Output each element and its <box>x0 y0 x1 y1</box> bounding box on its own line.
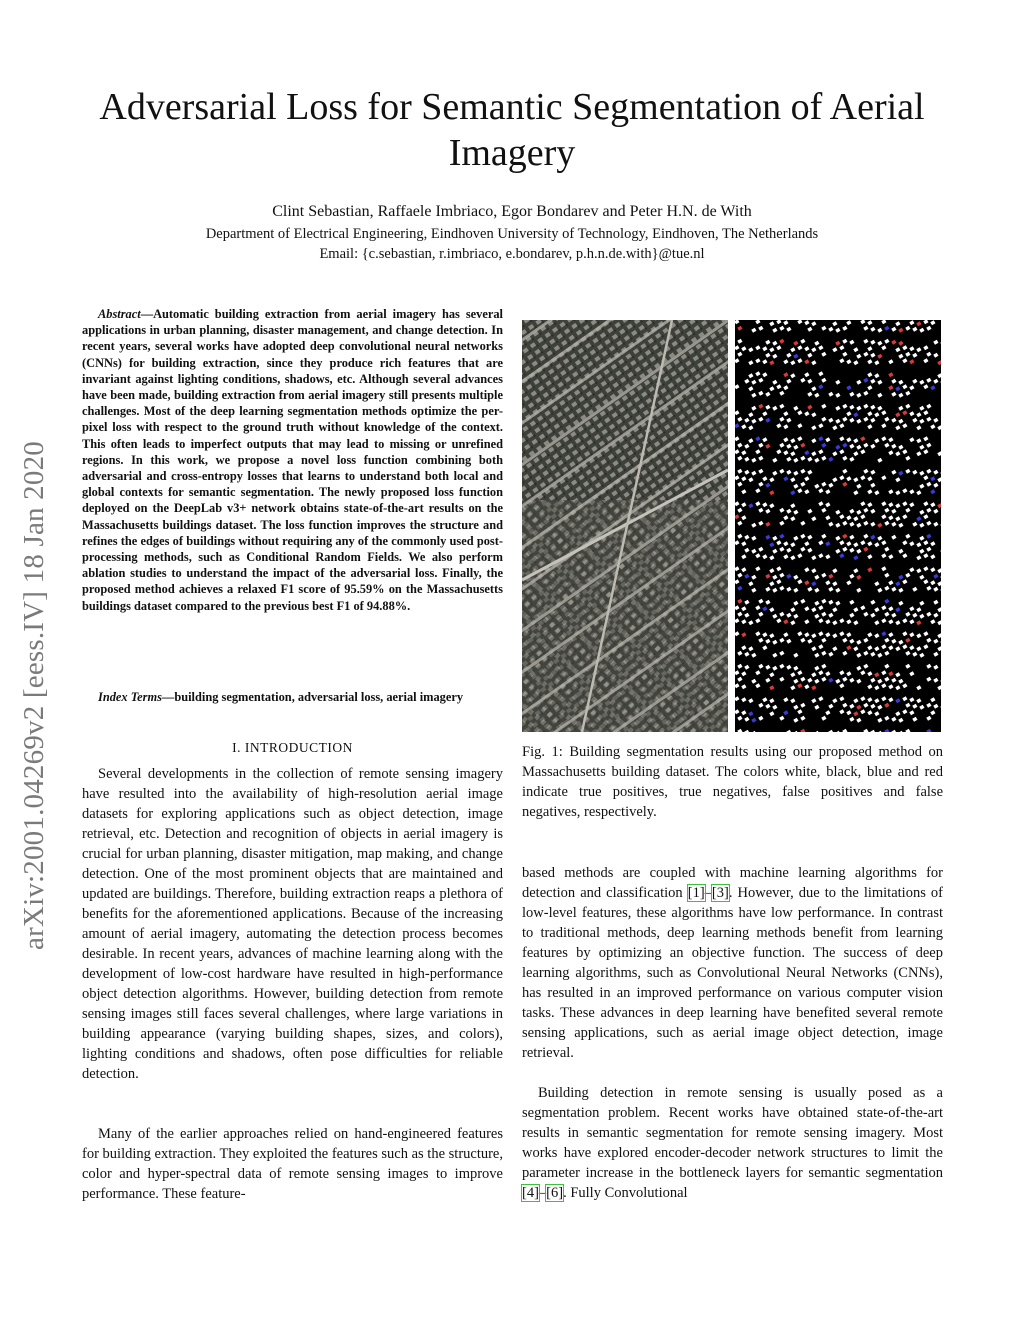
introduction-paragraph-1: Several developments in the collection of remote sensing imagery have resulted into the availability of high-resolution aerial image datasets for exploring applications such as object detection, image retrieval, etc. Detection and recognition of objects in aerial imagery is crucial for urban planning, disaster mitigation, map making, and change detection. One of the most prominent objects that are maintained and updated are buildings. Therefore, building extraction reaps a plethora of benefits for the aforementioned applications. Because of the increasing amount of aerial imagery, automating the detection process becomes desirable. In recent years, advances of machine learning along with the development of low-cost hardware have resulted in high-performance object detection algorithms. However, building detection from remote sensing images still faces several challenges, where large variations in building appearance (varying building shapes, sizes, and colors), lighting conditions and shadows, often pose difficulties for reliable detection. <box>82 766 503 1082</box>
abstract <box>82 306 503 614</box>
right-paragraph-2 <box>522 1083 943 1203</box>
paper-title: Adversarial Loss for Semantic Segmentation of Aerial Imagery <box>99 86 925 174</box>
index-terms-label: Index Terms <box>98 690 162 704</box>
citation-link-1[interactable]: [1] <box>687 885 705 901</box>
right-paragraph-2-text-a: Building detection in remote sensing is usually posed as a segmentation problem. Recent works have obtained state-of-the-art results in semantic segmentation for remote sensing imagery. Most works have explored encoder-decoder network structures to limit the parameter increase in the bottleneck layers for semantic segmentation <box>522 1085 943 1181</box>
citation-range-dash-1: – <box>704 885 712 901</box>
right-paragraph-1-text-a: based methods are coupled with machine learning algorithms for detection and classification <box>522 865 943 901</box>
right-paragraph-1-text-b: . However, due to the limitations of low-level features, these algorithms have low performance. In contrast to traditional methods, deep learning methods benefit from learning features by optimizing an objective function. The success of deep learning algorithms, such as Convolutional Neural Networks (CNNs), has resulted in an improved performance on various computer vision tasks. These advances in deep learning have benefited several remote sensing applications, such as aerial image object detection, image retrieval. <box>522 885 943 1061</box>
author-emails: Email: {c.sebastian, r.imbriaco, e.bondarev, p.h.n.de.with}@tue.nl <box>319 246 705 262</box>
abstract-text: —Automatic building extraction from aerial imagery has several applications in urban planning, disaster management, and change detection. In recent years, several works have adopted deep convolutional neural networks (CNNs) for building extraction, since they produce rich features that are invariant against lighting conditions, shadows, etc. Although several advances have been made, building extraction from aerial imagery still presents multiple challenges. Most of the deep learning segmentation methods optimize the per-pixel loss with respect to the ground truth without knowledge of the context. This often leads to imperfect outputs that may lead to missing or unrefined regions. In this work, we propose a novel loss function combining both adversarial and cross-entropy losses that learns to understand both local and global contexts for semantic segmentation. The newly proposed loss function deployed on the DeepLab v3+ network obtains state-of-the-art results on the Massachusetts buildings dataset. The loss function improves the structure and refines the edges of buildings without requiring any of the commonly used post-processing methods, such as Conditional Random Fields. We also perform ablation studies to understand the impact of the adversarial loss. Finally, the proposed method achieves a relaxed F1 score of 95.59% on the Massachusetts buildings dataset compared to the previous best F1 of 94.88%. <box>82 307 503 613</box>
citation-link-6[interactable]: [6] <box>546 1185 564 1201</box>
introduction-paragraph-2: Many of the earlier approaches relied on hand-engineered features for building extraction. They exploited the features such as the structure, color and hyper-spectral data of remote sensing images to improve performance. These feature- <box>82 1126 503 1202</box>
citation-link-3[interactable]: [3] <box>711 885 729 901</box>
right-paragraph-1 <box>522 863 943 1063</box>
citation-range-dash-2: – <box>538 1185 547 1201</box>
arxiv-stamp: arXiv:2001.04269v2 [eess.IV] 18 Jan 2020 <box>18 441 50 950</box>
author-list: Clint Sebastian, Raffaele Imbriaco, Egor Bondarev and Peter H.N. de With <box>272 203 752 220</box>
section-heading-introduction: I. INTRODUCTION <box>232 740 353 755</box>
abstract-label: Abstract <box>98 307 141 321</box>
aerial-image <box>522 320 728 732</box>
index-terms <box>82 689 503 705</box>
figure-1 <box>522 320 943 732</box>
index-terms-text: —building segmentation, adversarial loss, aerial imagery <box>161 690 464 704</box>
right-paragraph-2-text-b: . Fully Convolutional <box>563 1185 688 1201</box>
affiliation: Department of Electrical Engineering, Eindhoven University of Technology, Eindhoven, The Netherlands <box>205 226 819 242</box>
citation-link-4[interactable]: [4] <box>522 1185 539 1201</box>
figure-1-caption: Fig. 1: Building segmentation results using our proposed method on Massachusetts building dataset. The colors white, black, blue and red indicate true positives, true negatives, false positives and false negatives, respectively. <box>522 744 943 820</box>
segmentation-result-image <box>735 320 941 732</box>
